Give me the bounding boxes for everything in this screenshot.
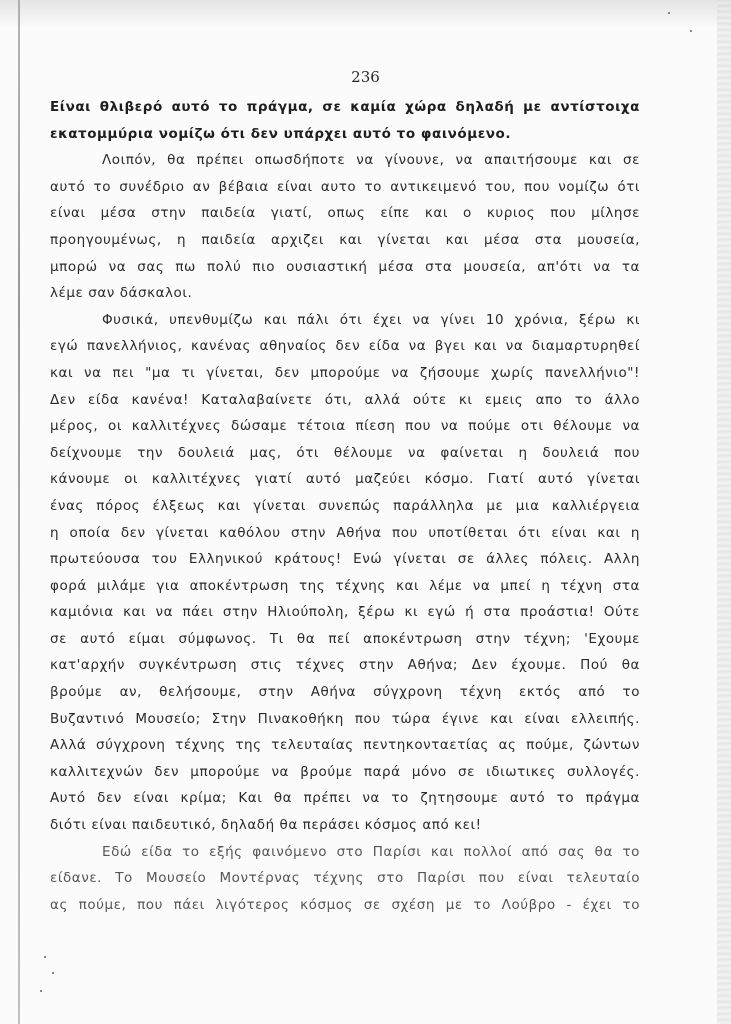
scan-edge-right [717,0,731,1024]
scan-speck [40,990,42,992]
text-line: Είναι θλιβερό αυτό το πράγμα, σε καμία χώρα δηλαδή με αντίστοιχα [50,99,640,115]
text-line: Φυσικά, υπενθυμίζω και πάλι ότι έχει να γίνει 10 χρόνια, ξέρω κι [102,311,640,328]
body-text [50,94,640,918]
text-line: ας πούμε, που πάει λιγότερος κόσμος σε σχέση με το Λούβρο - έχει το [50,896,640,913]
text-line: αυτό το συνέδριο αν βέβαια είναι αυτο το αντικειμενό του, που νομίζω ότι [50,178,640,195]
text-line: Αυτό δεν είναι κρίμα; Και θα πρέπει να το ζητησουμε αυτό το πράγμα [50,790,640,807]
text-line: φορά μιλάμε για αποκέντρωση της τέχνης και λέμε να μπεί η τέχνη στα [50,577,640,594]
text-line: κατ'αρχήν συγκέντρωση στις τέχνες στην Αθήνα; Δεν έχουμε. Πού θα [50,657,640,674]
text-line: εκατομμύρια νομίζω ότι δεν υπάρχει αυτό το φαινόμενο. [50,125,512,142]
text-line: Αλλά σύγχρονη τέχνης της τελευταίας πεντηκονταετίας ας πούμε, ζώντων [50,737,640,754]
text-line: και να πει "μα τι γίνεται, δεν μπορούμε να ζήσουμε χωρίς πανελλήνιο"! [50,364,640,381]
text-line: εγώ πανελλήνιος, κανένας αθηναίος δεν είδα να βγει και να διαμαρτυρηθεί [50,338,640,355]
scan-speck [44,956,46,958]
text-line: προηγουμένως, η παιδεία αρχιζει και γίνεται και μέσα στα μουσεία, [50,231,640,248]
text-line: είδανε. Το Μουσείο Μοντέρνας τέχνης στο Παρίσι που είναι τελευταίο [50,870,640,887]
text-line: καμιόνια και να πάει στην Ηλιούπολη, ξέρω κι εγώ ή στα προάστια! Ούτε [50,604,640,621]
scan-shadow-top [0,0,731,28]
scan-speck [690,30,692,32]
scan-edge-left [18,0,20,1024]
scan-speck [668,12,670,14]
page-number: 236 [351,68,380,86]
text-line: μπορώ να σας πω πολύ πιο ουσιαστική μέσα στα μουσεία, απ'ότι να τα [50,258,640,275]
text-line: πρωτεύουσα του Ελληνικού κράτους! Ενώ γίνεται σε άλλες πόλεις. Αλλη [50,551,640,568]
text-line: δείχνουμε την δουλειά μας, ότι θέλουμε να φαίνεται η δουλειά που [50,444,640,461]
text-line: η οποία δεν γίνεται καθόλου στην Αθήνα που υποτίθεται ότι είναι και η [50,524,640,541]
text-line: Λοιπόν, θα πρέπει οπωσδήποτε να γίνουνε, να απαιτήσουμε και σε [102,152,640,169]
text-line: κάνουμε οι καλλιτέχνες γιατί αυτό μαζεύει κόσμο. Γιατί αυτό γίνεται [50,471,640,488]
text-line: Δεν είδα κανένα! Καταλαβαίνετε ότι, αλλά ούτε κι εμεις απο το άλλο [50,391,640,408]
text-line: λέμε σαν δάσκαλοι. [50,285,193,302]
text-line: διότι είναι παιδευτικό, δηλαδή θα περάσει κόσμος από κει! [50,817,482,834]
text-line: βρούμε αν, θελήσουμε, στην Αθήνα σύγχρονη τέχνη εκτός από το [50,684,640,701]
text-line: σε αυτό είμαι σύμφωνος. Τι θα πεί αποκέντρωση στην τέχνη; 'Εχουμε [50,630,640,647]
scan-speck [52,972,54,974]
text-line: Βυζαντινό Μουσείο; Στην Πινακοθήκη που τώρα έγινε και είναι ελλειπής. [50,710,640,727]
text-line: ένας πόρος έλξεως και γίνεται συνεπώς παράλληλα με μια καλλιέργεια [50,497,640,514]
text-line: είναι μέσα στην παιδεία γιατί, οπως είπε και ο κυριος που μίλησε [50,205,640,222]
text-line: μέρος, οι καλλιτέχνες δώσαμε τέτοια πίεση που να πούμε οτι θέλουμε να [50,418,640,435]
text-line: Εδώ είδα το εξής φαινόμενο στο Παρίσι και πολλοί από σας θα το [102,843,640,860]
text-line: καλλιτεχνών δεν μπορούμε να βρούμε παρά μόνο σε ιδιωτικες συλλογές. [50,763,640,780]
